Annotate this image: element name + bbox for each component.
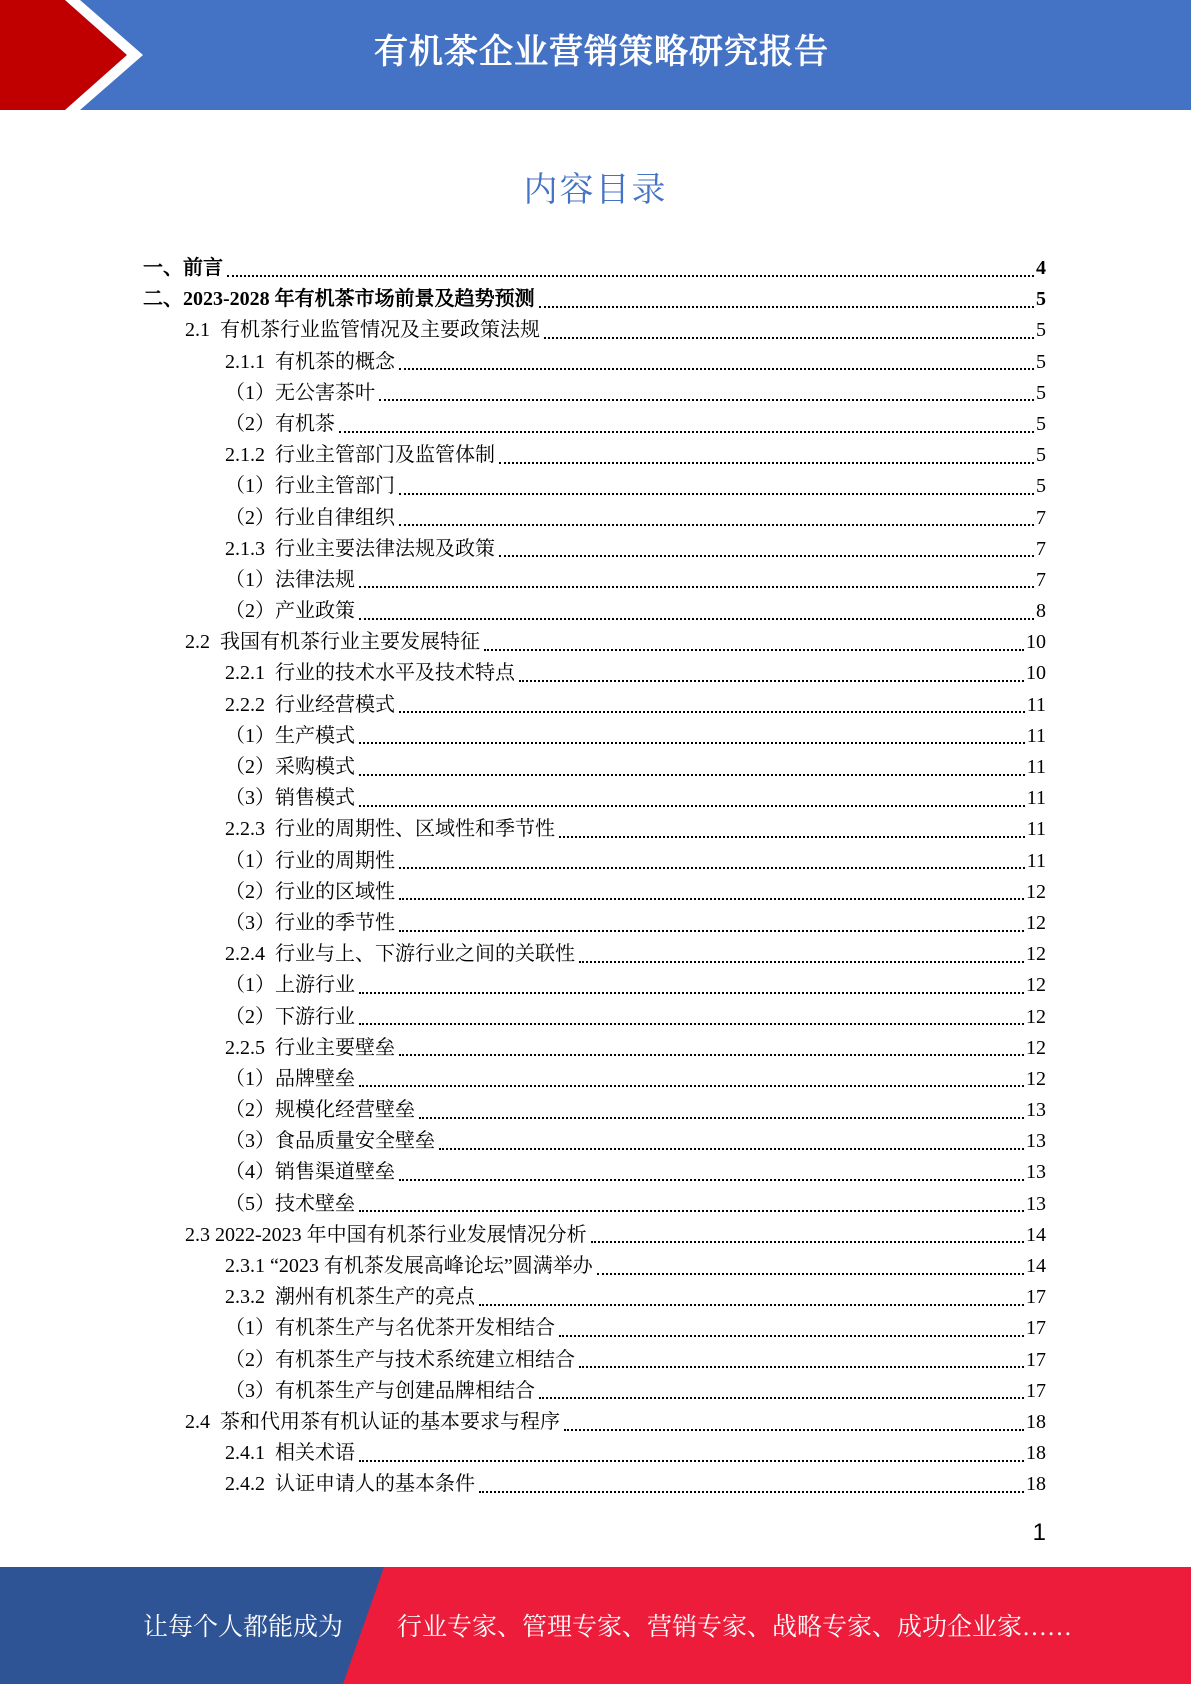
toc-entry-title: （3）食品质量安全壁垒 (225, 1130, 435, 1153)
toc-entry-title: （2）规模化经营壁垒 (225, 1099, 415, 1122)
toc-entry-title: （2）有机茶 (225, 412, 335, 435)
dot-leader (399, 898, 1024, 900)
toc-entry-page: 17 (1026, 1348, 1046, 1371)
toc-entry-page: 11 (1026, 693, 1046, 716)
toc-entry[interactable] (0, 440, 1191, 471)
toc-entry[interactable] (0, 783, 1191, 814)
dot-leader (359, 742, 1025, 744)
toc-entry-title: 2.2.1 行业的技术水平及技术特点 (225, 662, 515, 685)
toc-entry[interactable] (0, 877, 1191, 908)
dot-leader (359, 1460, 1024, 1462)
footer-banner (0, 1567, 1191, 1684)
toc-entry-page: 12 (1026, 1005, 1046, 1028)
toc-entry[interactable] (0, 315, 1191, 346)
toc-entry-title: 2.2.5 行业主要壁垒 (225, 1036, 395, 1059)
toc-entry[interactable] (0, 1220, 1191, 1251)
toc-entry[interactable] (0, 1407, 1191, 1438)
toc-entry-title: 2.3.2 潮州有机茶生产的亮点 (225, 1286, 475, 1309)
toc-entry-page: 12 (1026, 1036, 1046, 1059)
dot-leader (359, 1023, 1024, 1025)
dot-leader (359, 1210, 1024, 1212)
toc-entry-title: （3）销售模式 (225, 787, 355, 810)
dot-leader (399, 1054, 1024, 1056)
dot-leader (419, 1117, 1024, 1119)
toc-entry-title: （1）行业的周期性 (225, 849, 395, 872)
toc-entry[interactable] (0, 1033, 1191, 1064)
toc-entry-title: （2）有机茶生产与技术系统建立相结合 (225, 1348, 575, 1371)
toc-entry-page: 7 (1036, 568, 1046, 591)
toc-entry-page: 18 (1026, 1473, 1046, 1496)
dot-leader (539, 1397, 1024, 1399)
toc-entry-page: 7 (1036, 537, 1046, 560)
toc-entry[interactable] (0, 658, 1191, 689)
toc-entry-page: 5 (1036, 381, 1046, 404)
dot-leader (559, 1335, 1024, 1337)
toc-entry-page: 11 (1026, 818, 1046, 841)
toc-entry-page: 4 (1036, 257, 1046, 279)
toc-entry-page: 17 (1026, 1317, 1046, 1340)
toc-entry-title: （1）品牌壁垒 (225, 1067, 355, 1090)
toc-entry-page: 11 (1026, 756, 1046, 778)
toc-entry-title: 2.2.4 行业与上、下游行业之间的关联性 (225, 943, 575, 966)
dot-leader (359, 586, 1034, 588)
toc-entry[interactable] (0, 471, 1191, 502)
toc-entry[interactable] (0, 284, 1191, 315)
dot-leader (399, 1179, 1024, 1181)
toc-entry-title: 2.3 2022-2023 年中国有机茶行业发展情况分析 (185, 1223, 587, 1246)
toc-entry-title: （2）下游行业 (225, 1005, 355, 1028)
toc-entry-page: 13 (1026, 1099, 1046, 1122)
toc-entry[interactable] (0, 596, 1191, 627)
toc-entry[interactable] (0, 1469, 1191, 1500)
toc-entry-title: （2）行业自律组织 (225, 506, 395, 529)
toc-entry[interactable] (0, 970, 1191, 1001)
toc-entry-page: 11 (1026, 724, 1046, 747)
dot-leader (579, 1366, 1024, 1368)
toc-entry[interactable] (0, 721, 1191, 752)
toc-entry-title: （1）行业主管部门 (225, 475, 395, 498)
toc-entry-title: 2.1.2 行业主管部门及监管体制 (225, 444, 495, 467)
toc-entry[interactable] (0, 1064, 1191, 1095)
toc-entry-title: （3）行业的季节性 (225, 911, 395, 934)
dot-leader (479, 1491, 1024, 1493)
dot-leader (539, 306, 1034, 308)
toc-entry-title: （1）上游行业 (225, 974, 355, 997)
toc-entry[interactable] (0, 1345, 1191, 1376)
toc-entry-page: 11 (1026, 849, 1046, 872)
dot-leader (399, 493, 1034, 495)
dot-leader (379, 399, 1034, 401)
dot-leader (359, 774, 1025, 776)
toc-entry-page: 12 (1026, 1067, 1046, 1090)
toc-entry-title: 2.4.1 相关术语 (225, 1442, 355, 1465)
dot-leader (399, 867, 1025, 869)
toc-entry-page: 18 (1026, 1410, 1046, 1433)
toc-entry-title: （3）有机茶生产与创建品牌相结合 (225, 1379, 535, 1402)
toc-entry-page: 5 (1036, 412, 1046, 435)
dot-leader (359, 618, 1034, 620)
toc-entry-title: 二、2023-2028 年有机茶市场前景及趋势预测 (143, 288, 535, 311)
toc-entry[interactable] (0, 1313, 1191, 1344)
toc-entry[interactable] (0, 1002, 1191, 1033)
toc-entry[interactable] (0, 1376, 1191, 1407)
toc-entry-page: 17 (1026, 1379, 1046, 1402)
page-number: 1 (1032, 1519, 1046, 1546)
toc-entry-page: 8 (1036, 600, 1046, 623)
report-title: 有机茶企业营销策略研究报告 (374, 33, 829, 71)
dot-leader (227, 275, 1034, 277)
toc-entry[interactable] (0, 908, 1191, 939)
footer-slogan-tagline: 行业专家、管理专家、营销专家、战略专家、成功企业家…… (397, 1614, 1073, 1641)
dot-leader (359, 805, 1025, 807)
toc-entry[interactable] (0, 347, 1191, 378)
toc-entry-title: （2）采购模式 (225, 756, 355, 778)
dot-leader (399, 930, 1024, 932)
toc-entry-page: 5 (1036, 444, 1046, 467)
toc-entry[interactable] (0, 1282, 1191, 1313)
toc-entry-page: 5 (1036, 319, 1046, 342)
toc-entry[interactable] (0, 409, 1191, 440)
toc-entry[interactable] (0, 939, 1191, 970)
toc-entry-title: 2.3.1 “2023 有机茶发展高峰论坛”圆满举办 (225, 1255, 593, 1277)
toc-entry-page: 18 (1026, 1442, 1046, 1465)
toc-entry-title: （1）无公害茶叶 (225, 381, 375, 404)
toc-entry-page: 14 (1026, 1223, 1046, 1246)
toc-entry-page: 12 (1026, 911, 1046, 934)
toc-entry[interactable] (0, 814, 1191, 845)
toc-entry-page: 5 (1036, 350, 1046, 373)
table-of-contents (0, 253, 1191, 1501)
toc-entry-page: 5 (1036, 288, 1046, 311)
toc-entry-page: 12 (1026, 880, 1046, 903)
toc-entry-page: 13 (1026, 1130, 1046, 1153)
toc-entry[interactable] (0, 1438, 1191, 1469)
dot-leader (591, 1241, 1024, 1243)
toc-entry-title: 2.2.2 行业经营模式 (225, 693, 395, 716)
dot-leader (499, 555, 1034, 557)
toc-entry-title: 一、前言 (143, 257, 223, 279)
dot-leader (579, 961, 1024, 963)
toc-entry[interactable] (0, 565, 1191, 596)
toc-entry-page: 10 (1026, 631, 1046, 654)
toc-entry[interactable] (0, 1157, 1191, 1188)
header-banner (0, 0, 1191, 110)
toc-entry-page: 12 (1026, 974, 1046, 997)
toc-entry-title: 2.1.3 行业主要法律法规及政策 (225, 537, 495, 560)
toc-entry-page: 14 (1026, 1255, 1046, 1277)
dot-leader (597, 1273, 1024, 1275)
toc-entry-page: 5 (1036, 475, 1046, 498)
dot-leader (564, 1429, 1024, 1431)
toc-entry-page: 13 (1026, 1192, 1046, 1215)
toc-entry-page: 11 (1026, 787, 1046, 810)
toc-entry-title: （1）法律法规 (225, 568, 355, 591)
toc-entry-title: 2.1.1 有机茶的概念 (225, 350, 395, 373)
dot-leader (339, 431, 1034, 433)
toc-entry[interactable] (0, 846, 1191, 877)
toc-entry-title: （4）销售渠道壁垒 (225, 1161, 395, 1184)
toc-entry[interactable] (0, 503, 1191, 534)
toc-entry-title: 2.2 我国有机茶行业主要发展特征 (185, 631, 480, 654)
toc-entry-page: 17 (1026, 1286, 1046, 1309)
dot-leader (399, 368, 1034, 370)
dot-leader (519, 680, 1024, 682)
toc-entry-page: 12 (1026, 943, 1046, 966)
dot-leader (359, 992, 1024, 994)
dot-leader (484, 649, 1024, 651)
toc-entry[interactable] (0, 253, 1191, 284)
toc-entry-title: （2）行业的区域性 (225, 880, 395, 903)
dot-leader (499, 462, 1034, 464)
footer-slogan-lead: 让每个人都能成为 (143, 1614, 344, 1641)
toc-entry-title: （2）产业政策 (225, 600, 355, 623)
toc-entry-page: 10 (1026, 662, 1046, 685)
toc-entry[interactable] (0, 534, 1191, 565)
toc-entry[interactable] (0, 627, 1191, 658)
toc-entry-title: 2.1 有机茶行业监管情况及主要政策法规 (185, 319, 540, 342)
toc-entry-page: 13 (1026, 1161, 1046, 1184)
toc-entry[interactable] (0, 752, 1191, 783)
dot-leader (399, 711, 1025, 713)
toc-entry-title: （1）生产模式 (225, 724, 355, 747)
toc-entry-title: 2.2.3 行业的周期性、区域性和季节性 (225, 818, 555, 841)
toc-entry-title: （5）技术壁垒 (225, 1192, 355, 1215)
dot-leader (544, 337, 1034, 339)
dot-leader (399, 524, 1034, 526)
toc-entry[interactable] (0, 1189, 1191, 1220)
toc-entry-page: 7 (1036, 506, 1046, 529)
dot-leader (359, 1085, 1024, 1087)
toc-entry[interactable] (0, 690, 1191, 721)
dot-leader (559, 836, 1025, 838)
toc-entry-title: 2.4 茶和代用茶有机认证的基本要求与程序 (185, 1410, 560, 1433)
toc-entry[interactable] (0, 378, 1191, 409)
toc-entry[interactable] (0, 1126, 1191, 1157)
dot-leader (439, 1148, 1024, 1150)
toc-entry-title: 2.4.2 认证申请人的基本条件 (225, 1473, 475, 1496)
toc-heading: 内容目录 (523, 171, 668, 209)
toc-entry[interactable] (0, 1095, 1191, 1126)
toc-entry-title: （1）有机茶生产与名优茶开发相结合 (225, 1317, 555, 1340)
toc-entry[interactable] (0, 1251, 1191, 1282)
dot-leader (479, 1304, 1024, 1306)
